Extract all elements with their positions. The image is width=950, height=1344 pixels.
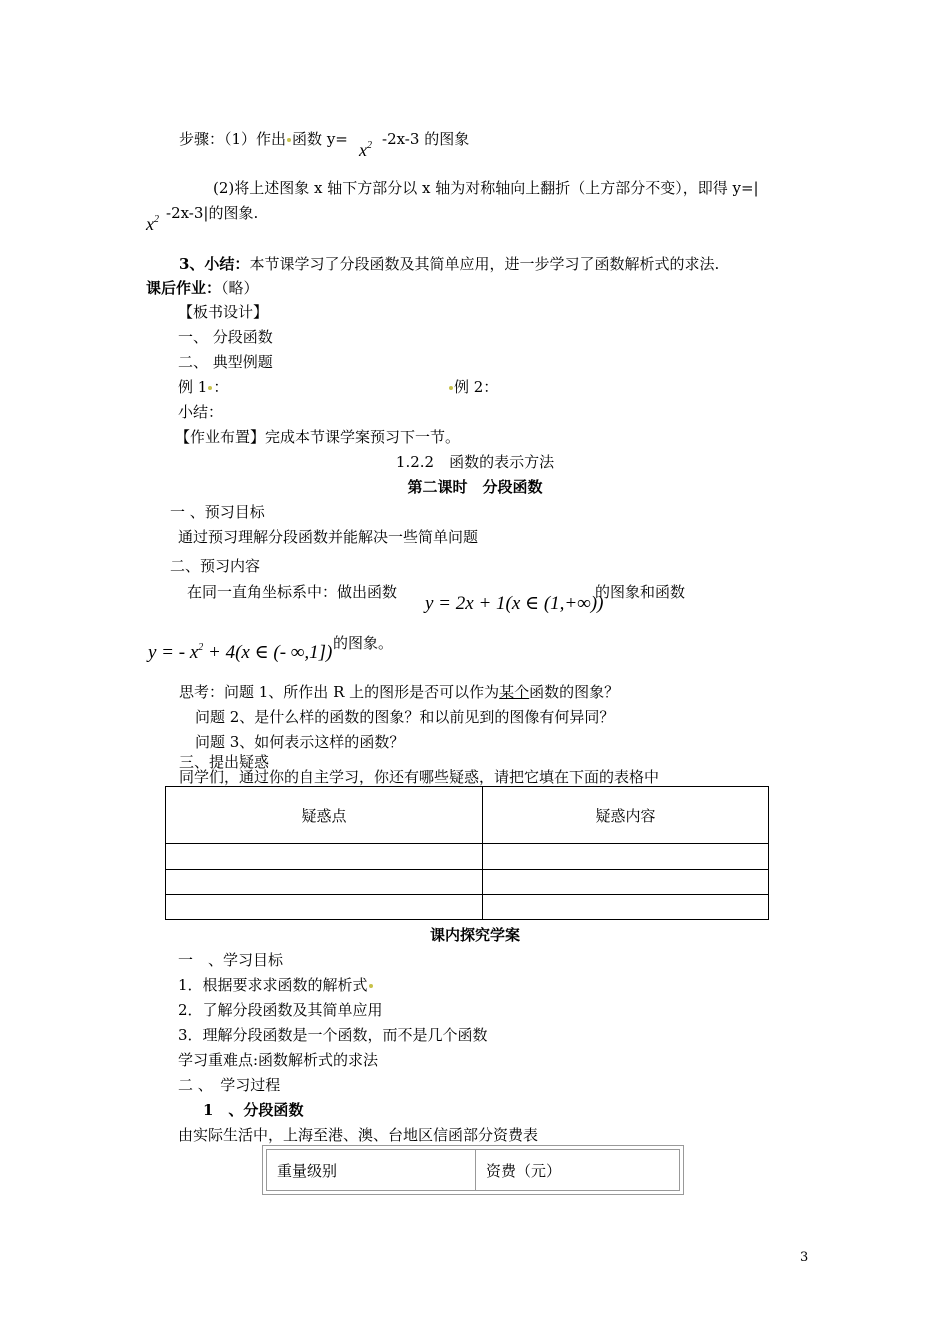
board-example-2 bbox=[448, 377, 498, 397]
formula-2 bbox=[148, 643, 332, 666]
table-row bbox=[166, 895, 769, 920]
example-1-colon: ： bbox=[213, 378, 229, 396]
page-number: 3 bbox=[800, 1250, 809, 1265]
table-cell[interactable] bbox=[483, 895, 769, 920]
board-title: 【板书设计】 bbox=[178, 303, 269, 321]
step1-x-var: x bbox=[359, 140, 367, 160]
preview-content-text-2: 的图象和函数 bbox=[595, 583, 686, 601]
table-cell[interactable] bbox=[166, 895, 483, 920]
think-underlined: 某个 bbox=[499, 683, 530, 701]
inclass-title: 课内探究学案 bbox=[429, 926, 520, 944]
preview-content-title: 二、预习内容 bbox=[170, 557, 261, 575]
example-1-label: 例 1 bbox=[178, 378, 208, 396]
inclass-key-point: 学习重难点:函数解析式的求法 bbox=[178, 1051, 379, 1069]
marker-dot bbox=[287, 138, 291, 142]
step2-exp: 2 bbox=[154, 214, 159, 225]
preview-goal-title: 一 、预习目标 bbox=[170, 503, 265, 521]
think-text: 思考：问题 1、所作出 R 上的图形是否可以作为 bbox=[179, 683, 500, 701]
doubt-table bbox=[165, 786, 769, 920]
table-cell[interactable] bbox=[166, 844, 483, 870]
inclass-process-title: 二 、 学习过程 bbox=[178, 1076, 281, 1094]
step1-exp: 2 bbox=[367, 140, 372, 151]
doubt-table-header-row bbox=[166, 787, 769, 844]
table-cell[interactable] bbox=[483, 844, 769, 870]
inclass-goal-3: 3．理解分段函数是一个函数，而不是几个函数 bbox=[178, 1026, 488, 1044]
inclass-subsection-1: 1 、分段函数 bbox=[203, 1101, 304, 1119]
step2-x bbox=[146, 214, 159, 238]
doubt-table-header: 疑惑内容 bbox=[483, 787, 769, 844]
table-cell[interactable] bbox=[483, 870, 769, 895]
think-question-1 bbox=[179, 682, 619, 702]
table-cell[interactable] bbox=[166, 870, 483, 895]
preview-content-text-3: 的图象。 bbox=[333, 634, 394, 652]
preview-content-text: 在同一直角坐标系中：做出函数 bbox=[187, 583, 398, 601]
step1-mid: 函数 y= bbox=[292, 130, 348, 148]
fee-table-header: 资费（元） bbox=[476, 1150, 680, 1191]
formula-1: y = 2x + 1(x ∈ (1,+∞)) bbox=[425, 593, 604, 614]
think-question-3: 问题 3、如何表示这样的函数？ bbox=[195, 733, 405, 751]
board-item-1: 一、 分段函数 bbox=[178, 328, 273, 346]
table-row bbox=[166, 870, 769, 895]
formula-2-part-b: + 4(x ∈ (- ∞,1]) bbox=[203, 642, 333, 663]
doubt-title: 三、提出疑惑 bbox=[179, 753, 270, 771]
fee-table-frame bbox=[262, 1145, 684, 1195]
summary-text: 本节课学习了分段函数及其简单应用，进一步学习了函数解析式的求法. bbox=[249, 255, 720, 273]
fee-table bbox=[266, 1149, 680, 1191]
step1-line bbox=[179, 129, 348, 149]
board-example-1 bbox=[178, 377, 228, 397]
board-item-2: 二、 典型例题 bbox=[178, 353, 273, 371]
board-summary: 小结： bbox=[178, 403, 224, 421]
formula-2-part-a: y = - x bbox=[148, 642, 199, 663]
inclass-goal-title: 一 、学习目标 bbox=[178, 951, 284, 969]
homework-line bbox=[146, 278, 259, 298]
summary-line bbox=[179, 254, 719, 274]
table-row bbox=[166, 844, 769, 870]
board-assignment: 【作业布置】完成本节课学案预习下一节。 bbox=[175, 428, 461, 446]
fee-table-header-row bbox=[267, 1150, 680, 1191]
example-2-label: 例 2： bbox=[454, 378, 499, 396]
inclass-subsection-1-text: 由实际生活中，上海至港、澳、台地区信函部分资费表 bbox=[178, 1126, 539, 1144]
step2-line: (2)将上述图象 x 轴下方部分以 x 轴为对称轴向上翻折（上方部分不变），即得 y=| bbox=[213, 179, 759, 197]
step2-x-var: x bbox=[146, 214, 154, 234]
inclass-goal-1 bbox=[178, 975, 374, 995]
formula-2-exp: 2 bbox=[198, 642, 204, 653]
doubt-table-header: 疑惑点 bbox=[166, 787, 483, 844]
doubt-text: 同学们，通过你的自主学习，你还有哪些疑惑，请把它填在下面的表格中 bbox=[179, 768, 660, 786]
step1-suffix: -2x-3 的图象 bbox=[382, 130, 470, 148]
goal-1-text: 1．根据要求求函数的解析式 bbox=[178, 976, 368, 994]
section-heading: 1.2.2 函数的表示方法 bbox=[395, 453, 555, 471]
homework-label: 课后作业： bbox=[146, 279, 222, 297]
think-end: 函数的图象？ bbox=[529, 683, 620, 701]
step1-x bbox=[359, 140, 372, 164]
step2-suffix: -2x-3|的图象. bbox=[166, 204, 259, 222]
fee-table-header: 重量级别 bbox=[267, 1150, 476, 1191]
section-subheading: 第二课时 分段函数 bbox=[407, 478, 543, 496]
think-question-2: 问题 2、是什么样的函数的图象？和以前见到的图像有何异同？ bbox=[195, 708, 615, 726]
marker-dot bbox=[449, 386, 453, 390]
inclass-goal-2: 2．了解分段函数及其简单应用 bbox=[178, 1001, 383, 1019]
summary-label: 3、小结： bbox=[179, 255, 250, 273]
homework-text: （略） bbox=[221, 279, 259, 297]
marker-dot bbox=[369, 984, 373, 988]
marker-dot bbox=[208, 386, 212, 390]
preview-goal-text: 通过预习理解分段函数并能解决一些简单问题 bbox=[178, 528, 479, 546]
step1-prefix: 步骤：（1）作出 bbox=[179, 130, 287, 148]
